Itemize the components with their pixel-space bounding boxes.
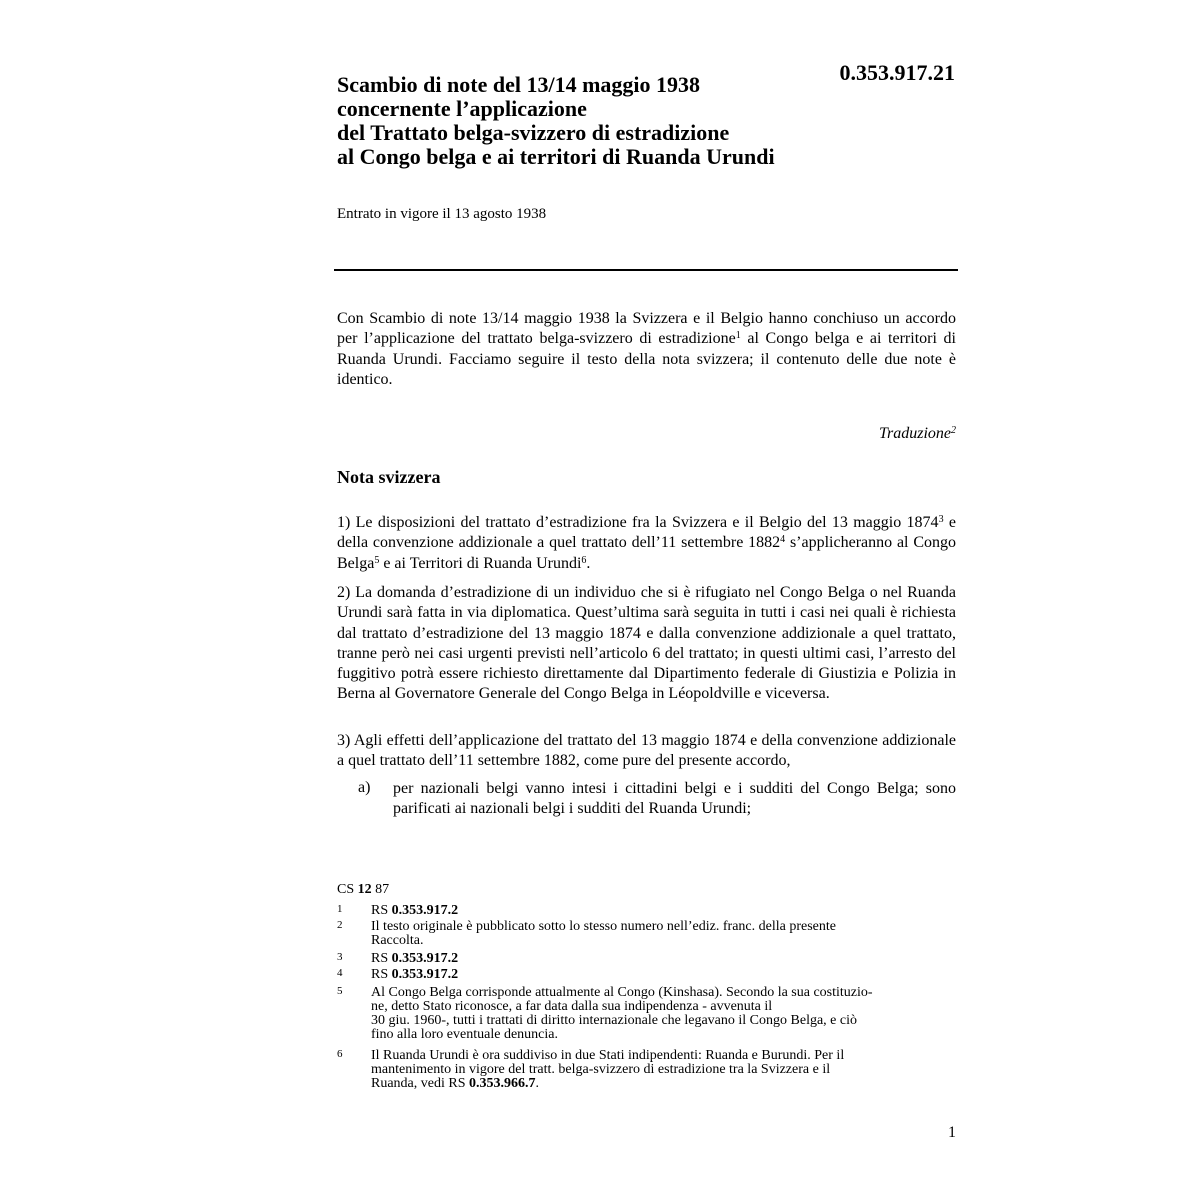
title-line: al Congo belga e ai territori di Ruanda Urundi xyxy=(337,144,775,169)
footnote-ref[interactable]: 6 xyxy=(581,554,587,566)
footnote-suffix: . xyxy=(535,1076,539,1091)
title-line: del Trattato belga-svizzero di estradizione xyxy=(337,120,730,145)
footnote-line: Al Congo Belga corrisponde attualmente al Congo (Kinshasa). Secondo la sua costituzio- xyxy=(371,985,873,1000)
list-item-label: a) xyxy=(358,779,371,796)
translation-note xyxy=(700,425,956,443)
header-divider xyxy=(334,269,958,271)
footnote-line: ne, detto Stato riconosce, a far data dalla sua indipendenza - avvenuta il xyxy=(371,999,773,1014)
intro-paragraph xyxy=(337,309,956,390)
footnote-line: Il testo originale è pubblicato sotto lo stesso numero nell’ediz. franc. della presente xyxy=(371,919,836,934)
footnote-ref[interactable]: 3 xyxy=(938,514,944,525)
intro-text: Con Scambio di note 13/14 maggio 1938 la Svizzera e il Belgio hanno conchiuso un accordo per l’applicazione del trattato belga-svizzero di estradizione xyxy=(337,310,956,348)
title-line: concernente l’applicazione xyxy=(337,96,587,121)
footnote-number: 1 xyxy=(337,903,343,915)
footnote-rs-link[interactable]: 0.353.966.7 xyxy=(469,1076,536,1091)
cs-volume: 12 xyxy=(357,882,372,897)
footnote-prefix: RS xyxy=(371,967,389,982)
footnote-number: 4 xyxy=(337,967,343,979)
entry-into-force: Entrato in vigore il 13 agosto 1938 xyxy=(337,206,547,222)
paragraph-text: s’applicheranno al Congo Belga xyxy=(337,534,956,572)
footnote-line xyxy=(371,1077,937,1091)
footnote-number: 2 xyxy=(337,919,343,931)
paragraph-text: e ai Territori di Ruanda Urundi xyxy=(379,554,582,572)
footnote-prefix: Ruanda, vedi RS xyxy=(371,1076,466,1091)
document-title xyxy=(337,73,877,169)
footnote-prefix: RS xyxy=(371,951,389,966)
section-title: Nota svizzera xyxy=(337,467,441,487)
footnote-prefix: RS xyxy=(371,903,389,918)
cs-prefix: CS xyxy=(337,882,355,897)
paragraph-1 xyxy=(337,513,956,574)
footnote-line: mantenimento in vigore del tratt. belga-svizzero di estradizione tra la Svizzera e il xyxy=(371,1062,831,1077)
footnote-number: 3 xyxy=(337,951,343,963)
footnote-number: 6 xyxy=(337,1048,343,1060)
cs-page: 87 xyxy=(375,882,390,897)
paragraph-text: 1) Le disposizioni del trattato d’estradizione fra la Svizzera e il Belgio del 13 maggio 1874 xyxy=(337,514,939,531)
paragraph-3: 3) Agli effetti dell’applicazione del trattato del 13 maggio 1874 e della convenzione addizionale a quel trattato dell’11 settembre 1882, come pure del presente accordo, xyxy=(337,732,956,770)
footnote-line: Raccolta. xyxy=(371,933,424,948)
footnote-number: 5 xyxy=(337,985,343,997)
paragraph-2: 2) La domanda d’estradizione di un individuo che si è rifugiato nel Congo Belga o nel Ruanda Urundi sarà fatta in via diplomatica. Quest’ultima sarà seguita in tutti i casi nei quali è richiesta dal trattato d’estradizione del 13 maggio 1874 e dalla convenzione addizionale a quel trattato, tranne però nei casi urgenti previsti nell’articolo 6 del trattato; in questi ultimi casi, l’arresto del fuggitivo potrà essere richiesto direttamente dal Dipartimento federale di Giustizia e Polizia in Berna al Governatore Generale del Congo Belga in Léopoldville e viceversa. xyxy=(337,584,956,703)
footnote-ref[interactable]: 1 xyxy=(735,330,741,342)
footnote-line: fino alla loro eventuale denuncia. xyxy=(371,1027,558,1042)
page-number: 1 xyxy=(948,1124,956,1141)
footnote-rs-link[interactable]: 0.353.917.2 xyxy=(391,967,459,982)
footnote-ref[interactable]: 4 xyxy=(780,534,786,546)
paragraph-text: e della convenzione addizionale a quel trattato dell’11 settembre 1882 xyxy=(337,514,956,552)
cs-reference xyxy=(337,882,389,898)
footnote-ref[interactable]: 2 xyxy=(951,425,956,436)
title-line: Scambio di note del 13/14 maggio 1938 xyxy=(337,72,701,97)
translation-label: Traduzione xyxy=(878,425,951,442)
list-item-text: per nazionali belgi vanno intesi i cittadini belgi e i sudditi del Congo Belga; sono parificati ai nazionali belgi i sudditi del Ruanda Urundi; xyxy=(393,780,956,818)
footnote-line: Il Ruanda Urundi è ora suddiviso in due Stati indipendenti: Ruanda e Burundi. Per il xyxy=(371,1048,845,1063)
footnote-rs-link[interactable]: 0.353.917.2 xyxy=(391,951,459,966)
footnote-rs-link[interactable]: 0.353.917.2 xyxy=(391,903,459,918)
footnote-ref[interactable]: 5 xyxy=(374,554,380,566)
paragraph-text: . xyxy=(586,554,591,572)
footnote-line: 30 giu. 1960-, tutti i trattati di diritto internazionale che legavano il Congo Belga, e ciò xyxy=(371,1013,857,1028)
sr-number: 0.353.917.21 xyxy=(839,60,955,85)
intro-text: al Congo belga e ai territori di Ruanda Urundi. Facciamo seguire il testo della nota svizzera; il contenuto delle due note è identico. xyxy=(337,330,956,388)
